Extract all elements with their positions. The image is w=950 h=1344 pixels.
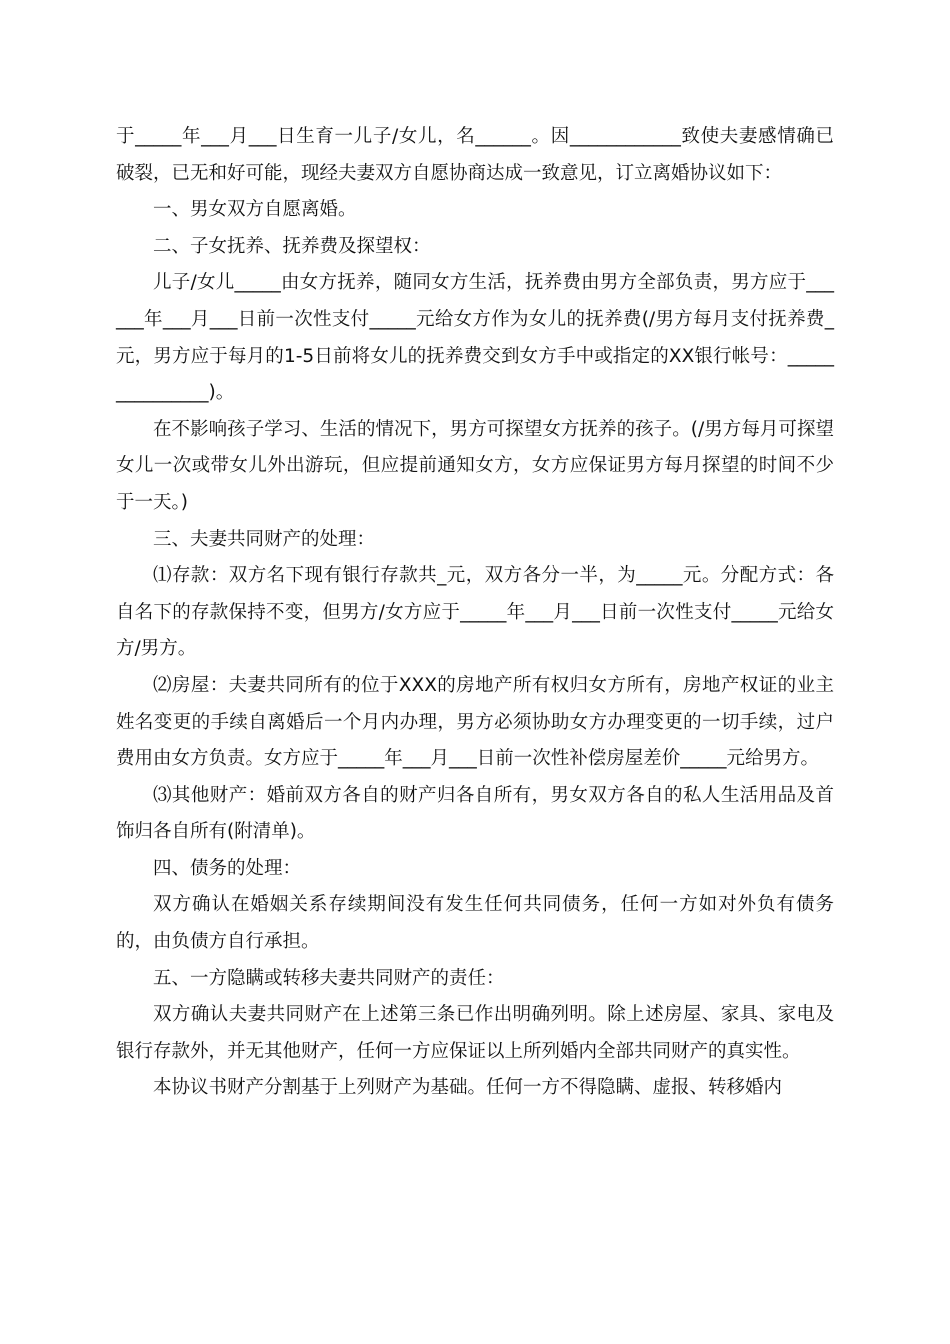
clause-3-heading: 三、夫妻共同财产的处理： [153,528,376,550]
clause-5-heading: 五、一方隐瞒或转移夫妻共同财产的责任： [153,967,505,989]
paragraph-other-property: ⑶其他财产：婚前双方各自的财产归各自所有，男女双方各自的私人生活用品及首饰归各自所有(附清单)。 [116,784,834,843]
document-page [116,119,834,1107]
paragraph-visitation: 在不影响孩子学习、生活的情况下，男方可探望女方抚养的孩子。(/男方每月可探望女儿一次或带女儿外出游玩，但应提前通知女方，女方应保证男方每月探望的时间不少于一天。) [116,418,834,513]
paragraph-custody-support: 儿子/女儿_____由女方抚养，随同女方生活，抚养费由男方全部负责，男方应于______年___月___日前一次性支付_____元给女方作为女儿的抚养费(/男方每月支付抚养费_元，男方应于每月的1-5日前将女儿的抚养费交到女方手中或指定的XX银行帐号：_______________)。 [116,272,834,404]
clause-1-heading: 一、男女双方自愿离婚。 [153,199,357,221]
paragraph-birth-and-breakdown: 于_____年___月___日生育一儿子/女儿，名______。因____________致使夫妻感情确已破裂，已无和好可能，现经夫妻双方自愿协商达成一致意见，订立离婚协议如下： [116,126,834,184]
paragraph-property-division-basis: 本协议书财产分割基于上列财产为基础。任何一方不得隐瞒、虚报、转移婚内 [153,1077,783,1099]
clause-4-heading: 四、债务的处理： [153,857,302,879]
paragraph-debts: 双方确认在婚姻关系存续期间没有发生任何共同债务，任何一方如对外负有债务的，由负债方自行承担。 [116,894,834,953]
paragraph-house: ⑵房屋：夫妻共同所有的位于XXX的房地产所有权归女方所有，房地产权证的业主姓名变更的手续自离婚后一个月内办理，男方必须协助女方办理变更的一切手续，过户费用由女方负责。女方应于_____年___月___日前一次性补偿房屋差价_____元给男方。 [116,674,834,770]
paragraph-property-confirmation: 双方确认夫妻共同财产在上述第三条已作出明确列明。除上述房屋、家具、家电及银行存款外，并无其他财产，任何一方应保证以上所列婚内全部共同财产的真实性。 [116,1004,834,1062]
paragraph-savings: ⑴存款：双方名下现有银行存款共_元，双方各分一半，为_____元。分配方式：各自名下的存款保持不变，但男方/女方应于_____年___月___日前一次性支付_____元给女方/男方。 [116,565,834,660]
clause-2-heading: 二、子女抚养、抚养费及探望权： [153,235,431,257]
